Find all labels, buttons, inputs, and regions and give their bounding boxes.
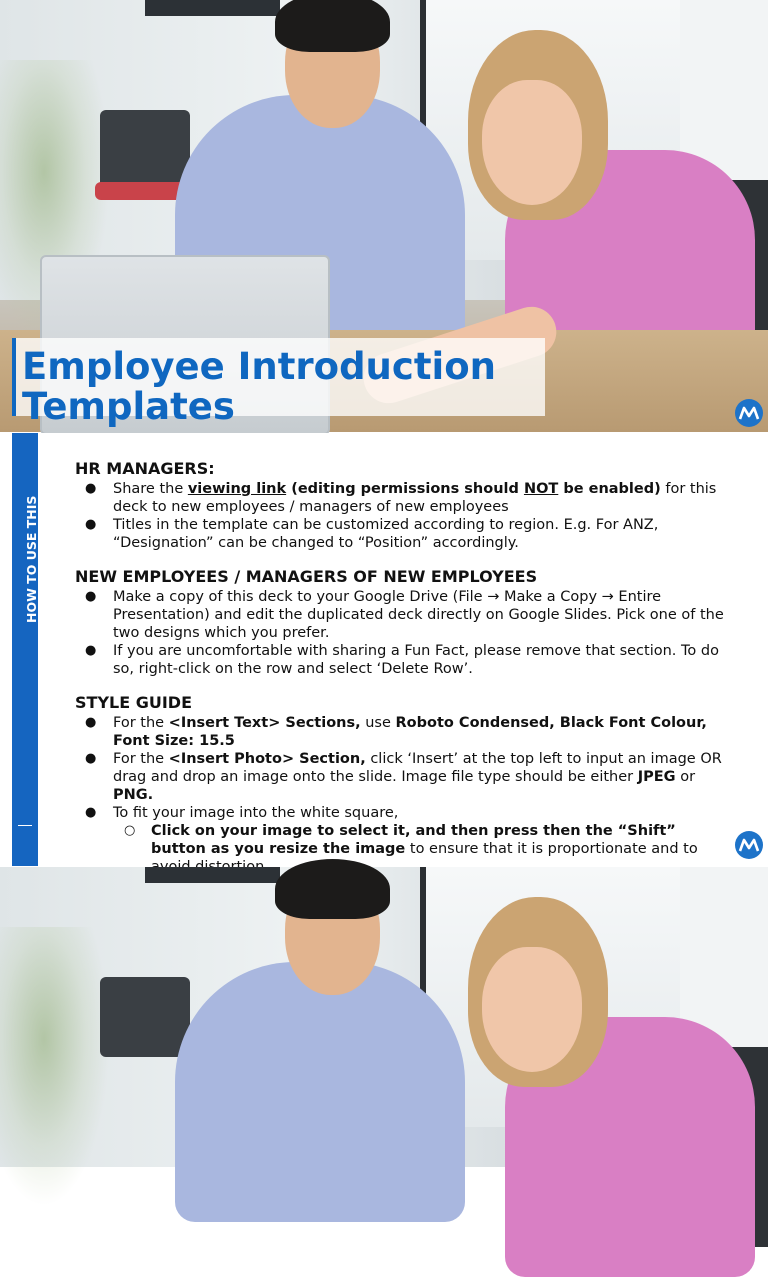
new-employees-heading: NEW EMPLOYEES / MANAGERS OF NEW EMPLOYEES	[75, 567, 538, 586]
motorola-logo-icon	[735, 399, 763, 427]
list-item: ● For the <Insert Photo> Section, click ‘Insert’ at the top left to input an image OR drag and drop an image onto the slide. Image file type should be either JPEG or PNG.	[75, 750, 735, 804]
guide-slide	[0, 433, 768, 866]
style-guide-heading: STYLE GUIDE	[75, 693, 193, 712]
hr-heading: HR MANAGERS:	[75, 459, 215, 478]
sidebar-divider	[18, 825, 32, 826]
new-employees-list	[75, 588, 735, 678]
slide-title: Employee Introduction Templates	[22, 345, 496, 428]
list-item: ● Share the viewing link (editing permissions should NOT be enabled) for this deck to new employees / managers of new employees	[75, 480, 735, 516]
next-slide-photo	[0, 867, 768, 1024]
title-slide	[0, 0, 768, 432]
viewing-link[interactable]: viewing link	[187, 481, 287, 497]
list-item: ● To fit your image into the white square, ○ Click on your image to select it, and then press then the “Shift” button as you resize the image to ensure that it is proportionate and to	[75, 804, 735, 876]
sidebar	[12, 433, 52, 866]
list-item: ● Make a copy of this deck to your Google Drive (File → Make a Copy → Entire Presentation) and edit the duplicated deck directly on Google Slides. Pick one of the two designs which you prefer.	[75, 588, 735, 642]
style-guide-list	[75, 714, 735, 876]
list-item: ● For the <Insert Text> Sections, use Roboto Condensed, Black Font Colour, Font Size: 15.5	[75, 714, 735, 750]
office-photo	[0, 867, 768, 1024]
motorola-logo-icon	[735, 831, 763, 859]
sidebar-title: HOW TO USE THIS TEMPLATE LIBRARY	[24, 486, 52, 623]
list-item: ● Titles in the template can be customized according to region. E.g. For ANZ, “Designation” can be changed to “Position” accordingly.	[75, 516, 735, 552]
sub-list-item: ○ Click on your image to select it, and then press then the “Shift” button as you resize the image to ensure that it is proportionate and to	[75, 822, 735, 876]
guide-content	[75, 459, 735, 876]
hr-list	[75, 480, 735, 552]
list-item: ● If you are uncomfortable with sharing a Fun Fact, please remove that section. To do so, right-click on the row and select ‘Delete Row’.	[75, 642, 735, 678]
